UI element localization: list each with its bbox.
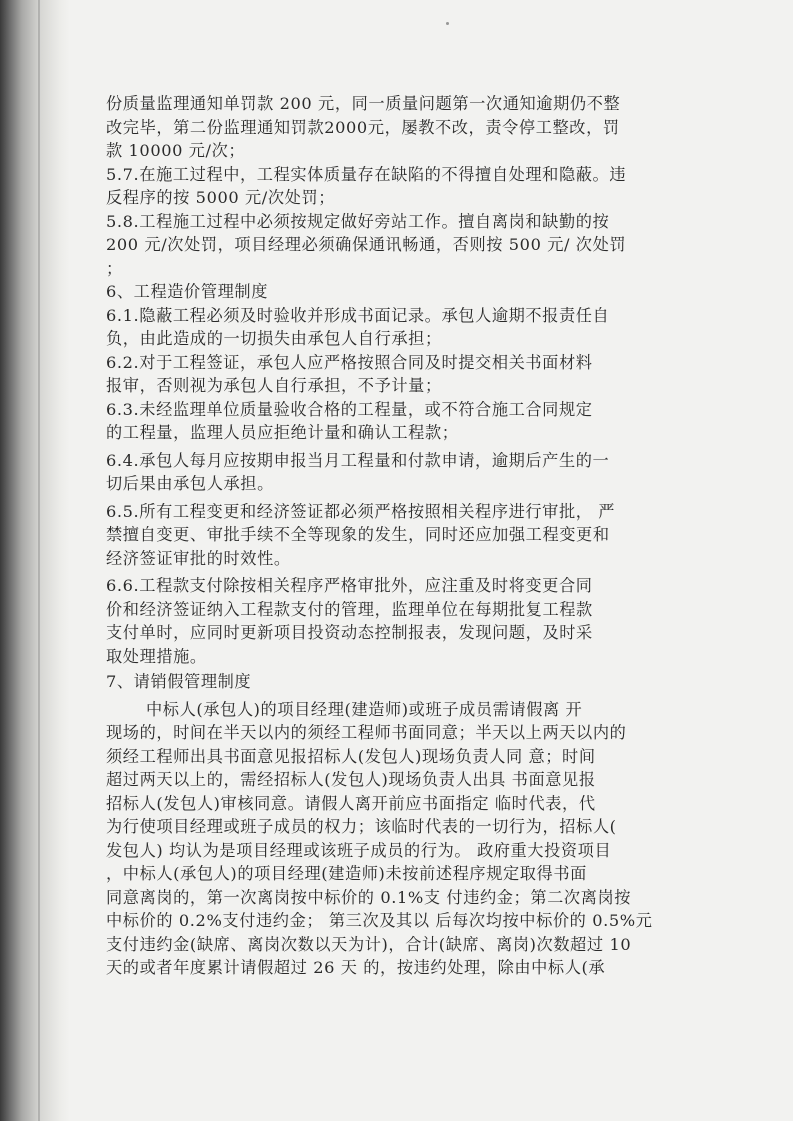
text-line: 须经工程师出具书面意见报招标人(发包人)现场负责人同 意；时间 xyxy=(106,746,596,766)
text-line: 报审，否则视为承包人自行承担，不予计量； xyxy=(106,376,442,395)
text-line: 负，由此造成的一切损失由承包人自行承担； xyxy=(106,329,442,348)
text-line: 经济签证审批的时效性。 xyxy=(106,548,291,568)
text-line: 超过两天以上的，需经招标人(发包人)现场负责人出具 书面意见报 xyxy=(106,770,596,789)
text-line: 反程序的按 5000 元/次处罚； xyxy=(106,188,336,207)
text-line: 支付违约金(缺席、离岗次数以天为计)，合计(缺席、离岗)次数超过 10 xyxy=(106,934,632,954)
text-line: 价和经济签证纳入工程款支付的管理，监理单位在每期批复工程款 xyxy=(106,599,593,619)
text-line: 支付单时，应同时更新项目投资动态控制报表，发现问题，及时采 xyxy=(106,623,593,642)
text-line: ，中标人(承包人)的项目经理(建造师)未按前述程序规定取得书面 xyxy=(106,864,587,883)
text-line: 6.3.未经监理单位质量验收合格的工程量，或不符合施工合同规定 xyxy=(106,399,593,419)
page-edge xyxy=(38,0,40,1121)
text-line: 200 元/次处罚，项目经理必须确保通讯畅通，否则按 500 元/ 次处罚 xyxy=(106,235,627,254)
text-line: 同意离岗的，第一次离岗按中标价的 0.1%支 付违约金；第二次离岗按 xyxy=(106,887,632,907)
text-line: 中标价的 0.2%支付违约金； 第三次及其以 后每次均按中标价的 0.5%元 xyxy=(106,911,653,930)
text-line: 禁擅自变更、审批手续不全等现象的发生，同时还应加强工程变更和 xyxy=(106,525,610,544)
text-line: 6.2.对于工程签证，承包人应严格按照合同及时提交相关书面材料 xyxy=(106,352,593,372)
scan-speck xyxy=(446,22,449,25)
text-line: 5.8.工程施工过程中必须按规定做好旁站工作。擅自离岗和缺勤的按 xyxy=(106,211,610,231)
text-line: 改完毕，第二份监理通知罚款2000元，屡教不改，责令停工整改，罚 xyxy=(106,117,620,137)
text-line: 6.1.隐蔽工程必须及时验收并形成书面记录。承包人逾期不报责任自 xyxy=(106,305,610,325)
section-heading: 7、请销假管理制度 xyxy=(106,672,252,691)
text-line: 份质量监理通知单罚款 200 元，同一质量问题第一次通知逾期仍不整 xyxy=(106,94,621,113)
document-body xyxy=(106,92,686,980)
text-line: 取处理措施。 xyxy=(106,646,207,666)
section-heading: 6、工程造价管理制度 xyxy=(106,282,268,301)
text-line: 6.6.工程款支付除按相关程序严格审批外，应注重及时将变更合同 xyxy=(106,576,593,595)
text-line: 切后果由承包人承担。 xyxy=(106,474,274,493)
text-line: 发包人) 均认为是项目经理或该班子成员的行为。 政府重大投资项目 xyxy=(106,840,612,860)
text-line: ； xyxy=(106,258,123,278)
text-line: 为行使项目经理或班子成员的权力；该临时代表的一切行为，招标人( xyxy=(106,817,617,836)
text-line: 天的或者年度累计请假超过 26 天 的，按违约处理，除由中标人(承 xyxy=(106,958,606,977)
text-line: 中标人(承包人)的项目经理(建造师)或班子成员需请假离 开 xyxy=(146,699,583,719)
text-line: 招标人(发包人)审核同意。请假人离开前应书面指定 临时代表，代 xyxy=(106,793,596,813)
text-line: 5.7.在施工过程中，工程实体质量存在缺陷的不得擅自处理和隐蔽。违 xyxy=(106,164,627,184)
binding-shadow xyxy=(0,0,70,1121)
text-line: 6.4.承包人每月应按期申报当月工程量和付款申请，逾期后产生的一 xyxy=(106,450,610,470)
text-line: 款 10000 元/次； xyxy=(106,141,246,160)
text-line: 现场的，时间在半天以内的须经工程师书面同意；半天以上两天以内的 xyxy=(106,723,627,742)
text-line: 6.5.所有工程变更和经济签证都必须严格按照相关程序进行审批， 严 xyxy=(106,501,616,521)
text-line: 的工程量，监理人员应拒绝计量和确认工程款； xyxy=(106,423,459,442)
